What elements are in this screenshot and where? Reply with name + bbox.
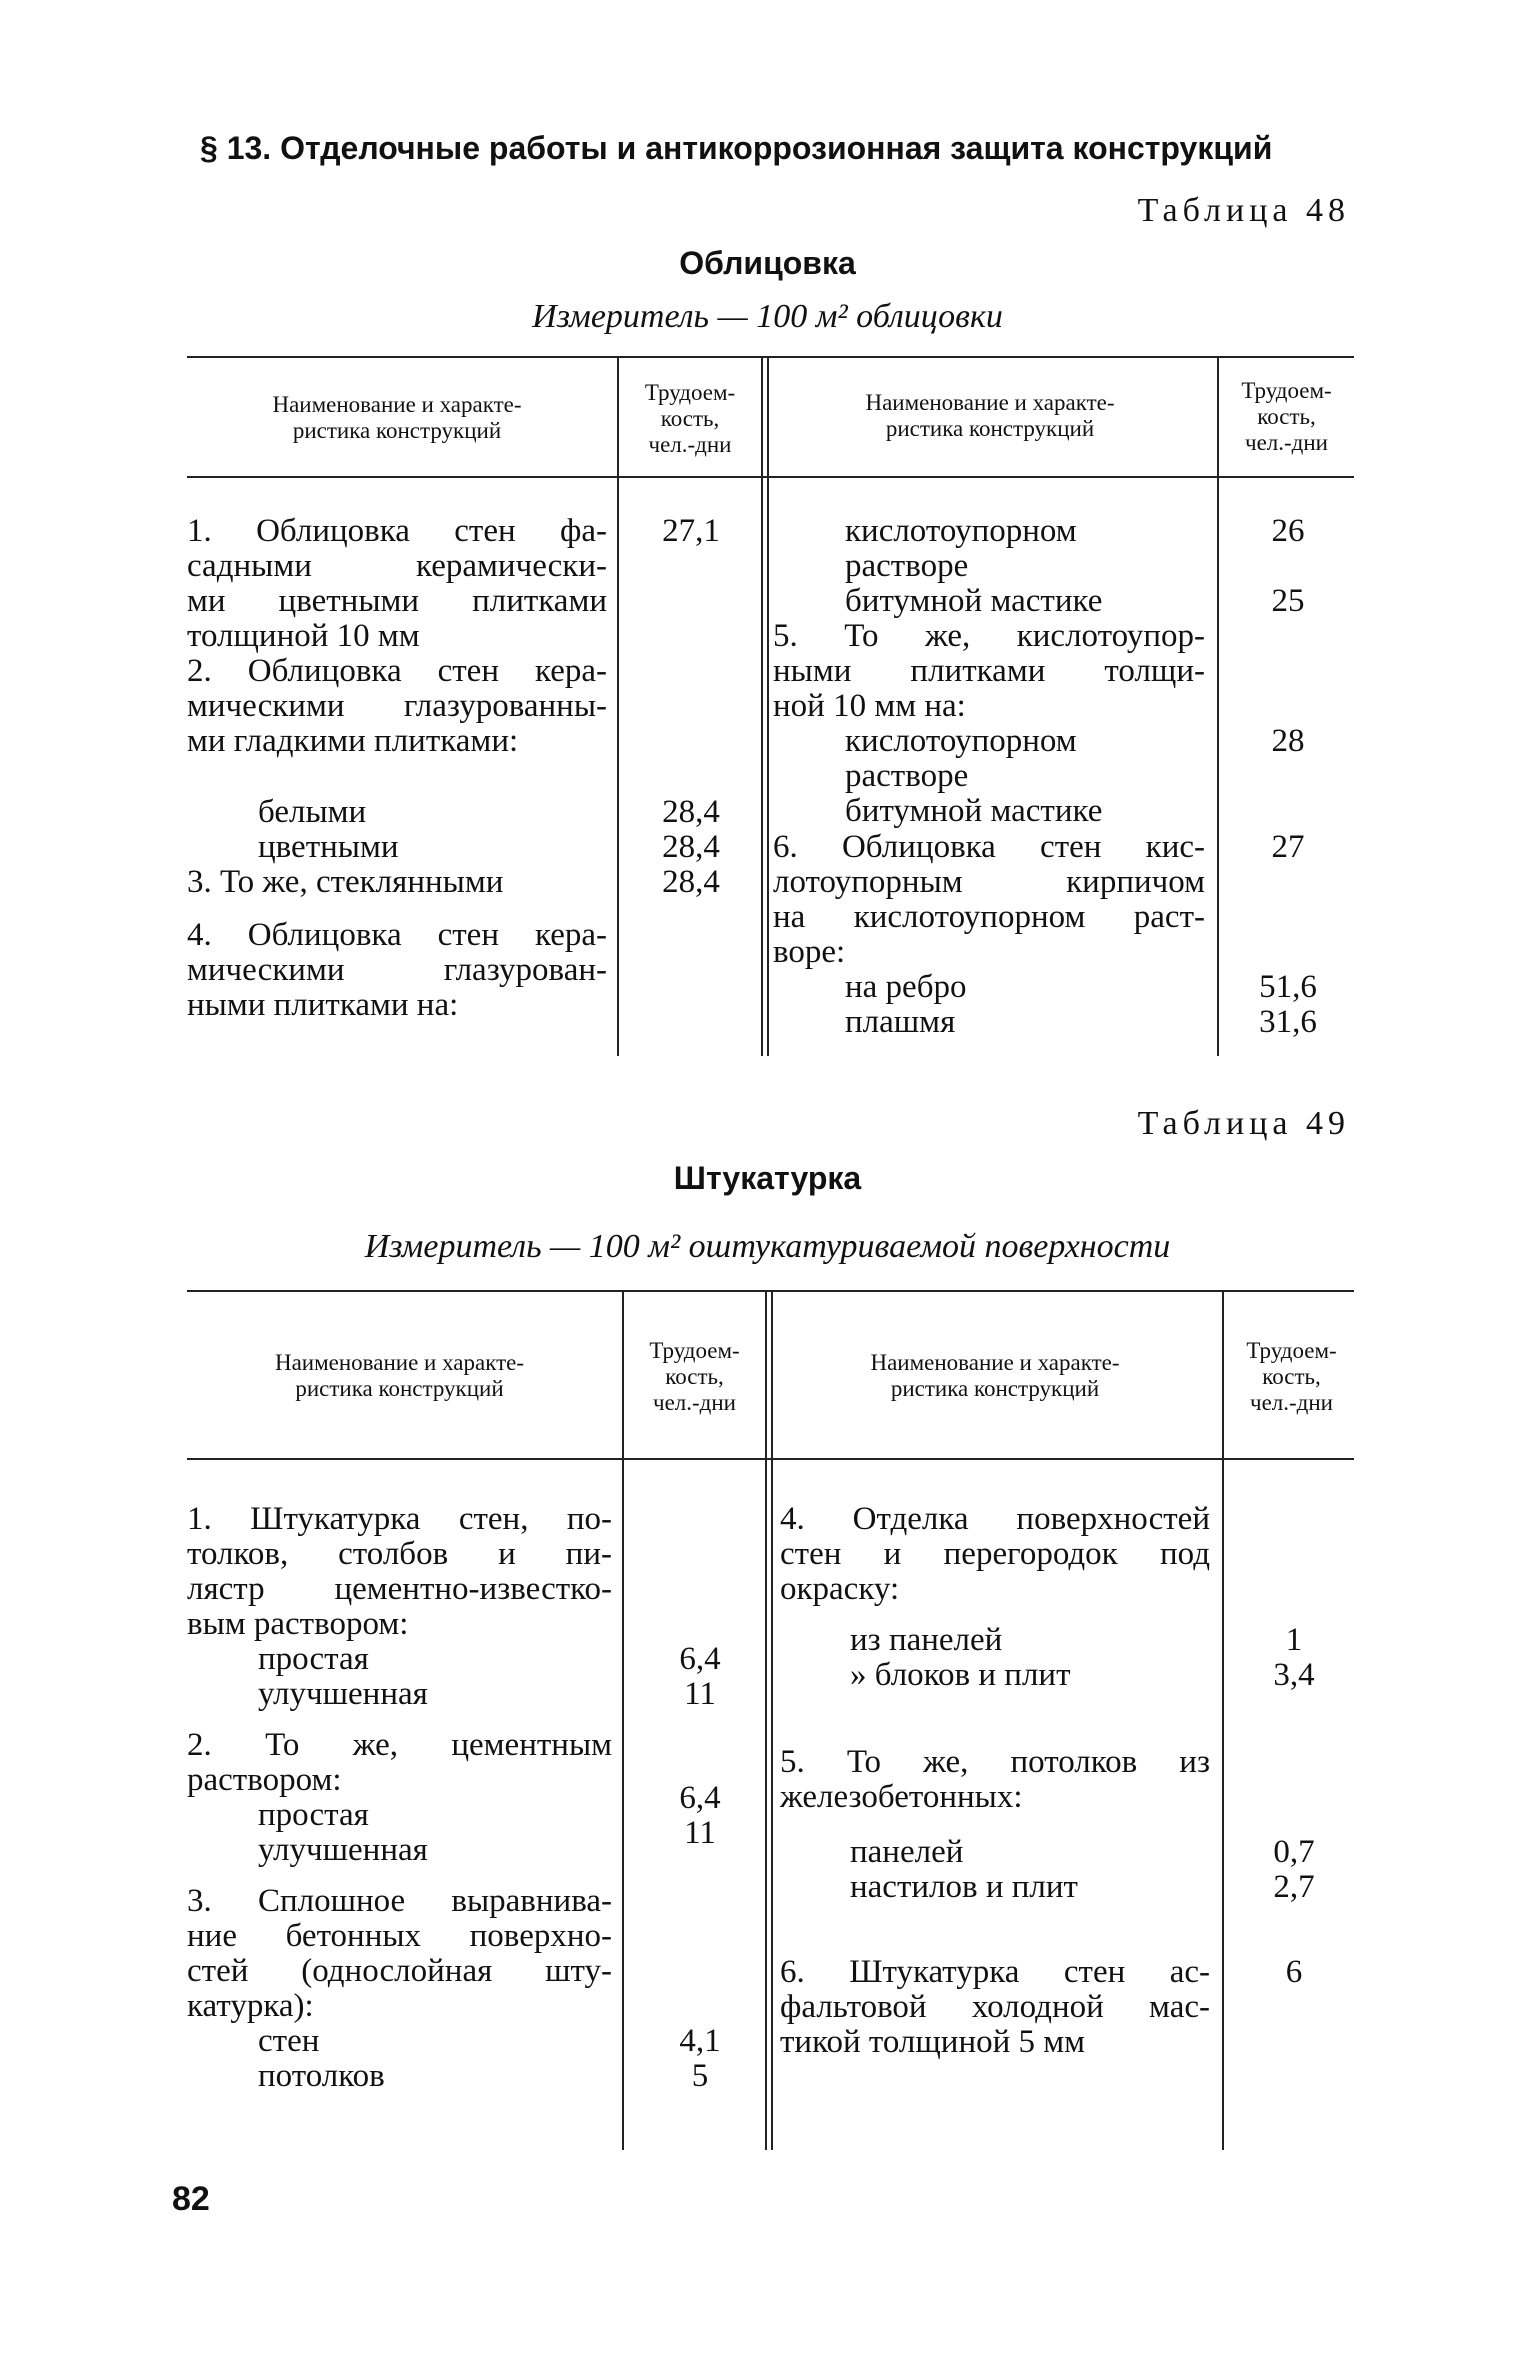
table48-left-text-line: мическими глазурованны- (187, 688, 607, 724)
table48-right-text-line: растворе (845, 548, 969, 584)
table48-left-text-line: ми гладкими плитками: (187, 723, 519, 759)
table49-right-text-line: железобетонных: (780, 1779, 1023, 1815)
table-48-labor-value: 26 (1271, 513, 1305, 549)
table48-right-text-line: битумной мастике (845, 793, 1103, 829)
table49-left-text-line: лястр цементно-известко- (187, 1571, 612, 1607)
table48-left-text-line: 1. Облицовка стен фа- (187, 513, 607, 549)
page-number: 82 (172, 2180, 210, 2218)
table48-left-text-line: ными плитками на: (187, 987, 459, 1023)
header-labor-line: чел.-дни (653, 1390, 736, 1415)
header-name-line: ристика конструкций (890, 1376, 1100, 1401)
table48-right-text-line: ной 10 мм на: (773, 688, 966, 724)
table-48-labor-value: 28,4 (662, 864, 720, 900)
table-49-labor-value: 6,4 (679, 1780, 721, 1816)
table-49-labor-value: 6,4 (679, 1641, 721, 1677)
header-labor-line: кость, (1257, 404, 1316, 429)
header-labor-line: чел.-дни (1245, 430, 1328, 455)
table-49-title: Штукатурка (673, 1160, 862, 1196)
table49-right-text-line: фальтовой холодной мас- (780, 1989, 1210, 2025)
table48-right-text-line: кислотоупорном (845, 723, 1077, 759)
table-48-labor-value: 28,4 (662, 794, 720, 830)
table48-right-text-line: кислотоупорном (845, 513, 1077, 549)
table-49-labor-value: 4,1 (679, 2023, 721, 2059)
section-heading: § 13. Отделочные работы и антикоррозионная защита конструкций (200, 130, 1273, 166)
table-48-col-divider (761, 356, 763, 1056)
table48-right-text-line: плашмя (845, 1004, 956, 1040)
header-labor-line: Трудоем- (644, 380, 736, 405)
table49-left-text-line: улучшенная (258, 1832, 428, 1868)
table49-left-text-line: толков, столбов и пи- (187, 1536, 612, 1572)
table49-right-text-line: 5. То же, потолков из (780, 1744, 1210, 1780)
header-name-line: ристика конструкций (292, 418, 502, 443)
table49-right-text-line: тикой толщиной 5 мм (780, 2024, 1086, 2060)
table49-left-text-line: 1. Штукатурка стен, по- (187, 1501, 612, 1537)
table49-right-text-line: 4. Отделка поверхностей (780, 1501, 1210, 1537)
table-49-labor-value: 0,7 (1273, 1834, 1315, 1870)
table-48-header-labor (619, 380, 761, 458)
table-49-measure: Измеритель — 100 м² оштукатуриваемой поверхности (364, 1228, 1171, 1265)
table49-right-text-line: 6. Штукатурка стен ас- (780, 1954, 1210, 1990)
header-labor-line: Трудоем- (1241, 378, 1332, 403)
table49-left-text-line: ние бетонных поверхно- (187, 1918, 612, 1954)
table48-right-text-line: на кислотоупорном раст- (773, 899, 1205, 935)
table-49-col-divider (765, 1290, 767, 2150)
table-48-labor-value: 28 (1271, 723, 1305, 759)
table-48-col-divider (617, 356, 619, 1056)
table48-right-text-line: растворе (845, 758, 969, 794)
table48-left-text-line: 4. Облицовка стен кера- (187, 917, 607, 953)
table-49-col-divider (622, 1290, 624, 2150)
table-49-labor-value: 2,7 (1273, 1869, 1315, 1905)
header-labor-line: кость, (665, 1364, 724, 1389)
table49-right-text-line: окраску: (780, 1571, 900, 1607)
table48-left-text-line: 2. Облицовка стен кера- (187, 653, 607, 689)
table49-left-text-line: стей (однослойная шту- (187, 1953, 612, 1989)
table48-left-text-line: мическими глазурован- (187, 952, 607, 988)
table49-right-text-line: из панелей (850, 1622, 1003, 1658)
table-49-labor-value: 6 (1285, 1954, 1303, 1990)
table49-left-text-line: стен (258, 2023, 320, 2059)
header-name-line: ристика конструкций (885, 416, 1095, 441)
table48-left-text-line: садными керамически- (187, 548, 607, 584)
table-48-labor-value: 25 (1271, 583, 1305, 619)
table-48-header-rule (187, 476, 1354, 478)
table49-left-text-line: раствором: (187, 1762, 342, 1798)
table48-right-text-line: 5. То же, кислотоупор- (773, 618, 1205, 654)
table49-left-text-line: улучшенная (258, 1676, 428, 1712)
table-48-labor-value: 51,6 (1259, 969, 1317, 1005)
table-48-header-name-right (775, 390, 1205, 442)
table48-right-text-line: воре: (773, 934, 846, 970)
table-49-labor-value: 11 (684, 1815, 716, 1851)
table-49-header-name-right (780, 1350, 1210, 1402)
table49-left-text-line: 3. Сплошное выравнива- (187, 1883, 612, 1919)
header-labor-line: кость, (1262, 1364, 1321, 1389)
table-49-label: Таблица 49 (1137, 1105, 1350, 1142)
table48-right-text-line: 6. Облицовка стен кис- (773, 829, 1205, 865)
table-49-col-divider (1222, 1290, 1224, 2150)
table48-left-text-line: 3. То же, стеклянными (187, 864, 504, 900)
header-name-line: Наименование и характе- (274, 1350, 524, 1375)
table-48-labor-value: 31,6 (1259, 1004, 1317, 1040)
table48-right-text-line: ными плитками толщи- (773, 653, 1205, 689)
table48-right-text-line: на ребро (845, 969, 967, 1005)
header-name-line: Наименование и характе- (870, 1350, 1120, 1375)
table48-left-text-line: толщиной 10 мм (187, 618, 420, 654)
table49-right-text-line: » блоков и плит (850, 1657, 1071, 1693)
table-49-labor-value: 1 (1285, 1622, 1303, 1658)
table-49-header-name (187, 1350, 612, 1402)
table-49-labor-value: 11 (684, 1676, 716, 1712)
table48-left-text-line: белыми (258, 794, 367, 830)
table48-left-text-line: цветными (258, 829, 399, 865)
table-48-title: Облицовка (679, 245, 856, 281)
table-49-header-labor-right (1224, 1338, 1359, 1416)
table-48-measure: Измеритель — 100 м² облицовки (532, 298, 1003, 335)
header-labor-line: Трудоем- (649, 1338, 740, 1363)
table48-right-text-line: битумной мастике (845, 583, 1103, 619)
header-name-line: Наименование и характе- (865, 390, 1115, 415)
table-48-labor-value: 28,4 (662, 829, 720, 865)
table-49-labor-value: 5 (691, 2058, 709, 2094)
table-48-col-divider (767, 356, 769, 1056)
header-labor-line: Трудоем- (1246, 1338, 1337, 1363)
header-labor-line: кость, (660, 406, 720, 431)
table-48-labor-value: 27 (1271, 829, 1305, 865)
table-48-top-rule (187, 356, 1354, 358)
table-48-labor-value: 27,1 (662, 513, 720, 549)
table49-right-text-line: настилов и плит (850, 1869, 1078, 1905)
table49-left-text-line: 2. То же, цементным (187, 1727, 612, 1763)
table49-left-text-line: простая (258, 1797, 369, 1833)
header-name-line: ристика конструкций (295, 1376, 504, 1401)
table48-left-text-line: ми цветными плитками (187, 583, 607, 619)
table-48-col-divider (1217, 356, 1219, 1056)
table-48-header-name (187, 392, 607, 444)
table49-right-text-line: панелей (850, 1834, 964, 1870)
table-49-header-labor (624, 1338, 765, 1416)
header-labor-line: чел.-дни (648, 432, 732, 457)
table49-left-text-line: вым раствором: (187, 1606, 409, 1642)
table-48-header-labor-right (1219, 378, 1354, 456)
header-labor-line: чел.-дни (1250, 1390, 1333, 1415)
table-49-labor-value: 3,4 (1273, 1657, 1315, 1693)
table49-left-text-line: потолков (258, 2058, 385, 2094)
table49-left-text-line: катурка): (187, 1988, 314, 2024)
table-49-col-divider (771, 1290, 773, 2150)
table48-right-text-line: лотоупорным кирпичом (773, 864, 1205, 900)
table-48-label: Таблица 48 (1137, 192, 1350, 229)
header-name-line: Наименование и характе- (272, 392, 522, 417)
table49-right-text-line: стен и перегородок под (780, 1536, 1210, 1572)
table49-left-text-line: простая (258, 1641, 369, 1677)
